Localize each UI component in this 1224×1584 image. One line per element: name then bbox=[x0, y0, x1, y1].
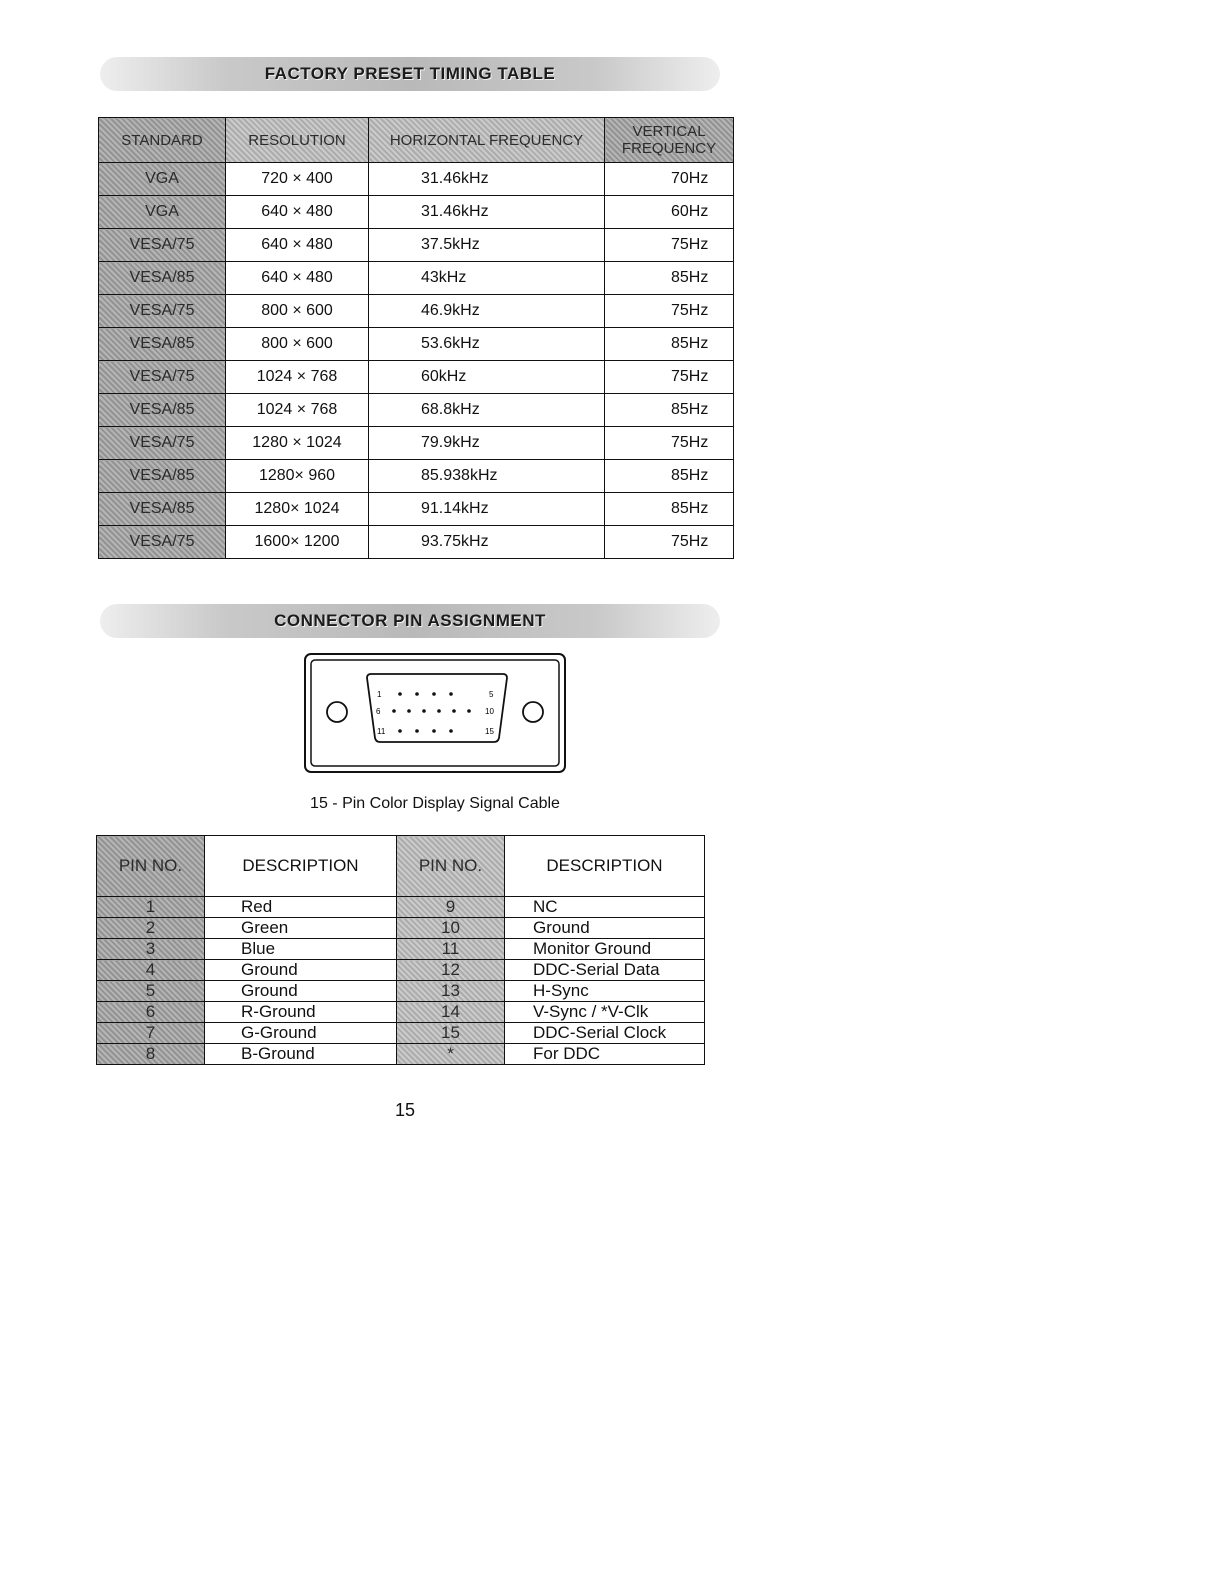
section-title-pins: CONNECTOR PIN ASSIGNMENT bbox=[274, 611, 546, 630]
cell-pin-no: 11 bbox=[397, 939, 505, 960]
header-standard: STANDARD bbox=[99, 118, 226, 163]
connector-pin-dot bbox=[452, 709, 456, 713]
cell-description: Red bbox=[205, 897, 397, 918]
pin-label-1: 1 bbox=[377, 690, 382, 699]
cell-horizontal-frequency: 53.6kHz bbox=[369, 328, 605, 361]
cell-standard: VESA/85 bbox=[99, 262, 226, 295]
connector-pin-dot bbox=[422, 709, 426, 713]
cell-description: DDC-Serial Data bbox=[505, 960, 705, 981]
table-row bbox=[97, 981, 705, 1002]
cell-resolution: 1024 × 768 bbox=[226, 394, 369, 427]
vga-connector-diagram bbox=[303, 652, 567, 774]
cell-pin-no: 10 bbox=[397, 918, 505, 939]
cell-standard: VESA/75 bbox=[99, 229, 226, 262]
connector-pin-dot bbox=[449, 692, 453, 696]
connector-pin-dot bbox=[415, 692, 419, 696]
cell-horizontal-frequency: 60kHz bbox=[369, 361, 605, 394]
cell-resolution: 1600× 1200 bbox=[226, 526, 369, 559]
cell-pin-no: 3 bbox=[97, 939, 205, 960]
pin-label-15: 15 bbox=[485, 727, 494, 736]
cell-resolution: 1280× 1024 bbox=[226, 493, 369, 526]
connector-pin-dot bbox=[398, 692, 402, 696]
table-row bbox=[99, 361, 734, 394]
cell-pin-no: * bbox=[397, 1044, 505, 1065]
cell-resolution: 1024 × 768 bbox=[226, 361, 369, 394]
cell-horizontal-frequency: 31.46kHz bbox=[369, 196, 605, 229]
cell-standard: VESA/85 bbox=[99, 493, 226, 526]
cell-description: G-Ground bbox=[205, 1023, 397, 1044]
connector-caption: 15 - Pin Color Display Signal Cable bbox=[310, 795, 560, 812]
table-row bbox=[97, 960, 705, 981]
cell-horizontal-frequency: 46.9kHz bbox=[369, 295, 605, 328]
cell-vertical-frequency: 85Hz bbox=[605, 328, 734, 361]
page-number: 15 bbox=[394, 1100, 416, 1120]
cell-vertical-frequency: 70Hz bbox=[605, 163, 734, 196]
cell-vertical-frequency: 85Hz bbox=[605, 262, 734, 295]
cell-resolution: 640 × 480 bbox=[226, 196, 369, 229]
pin-header-row bbox=[97, 836, 705, 897]
cell-resolution: 1280 × 1024 bbox=[226, 427, 369, 460]
cell-description: R-Ground bbox=[205, 1002, 397, 1023]
cell-standard: VESA/75 bbox=[99, 427, 226, 460]
cell-horizontal-frequency: 43kHz bbox=[369, 262, 605, 295]
cell-pin-no: 8 bbox=[97, 1044, 205, 1065]
cell-description: Ground bbox=[505, 918, 705, 939]
cell-description: For DDC bbox=[505, 1044, 705, 1065]
header-description-left: DESCRIPTION bbox=[205, 836, 397, 897]
cell-description: NC bbox=[505, 897, 705, 918]
pin-label-6: 6 bbox=[376, 707, 381, 716]
cell-standard: VESA/75 bbox=[99, 295, 226, 328]
cell-pin-no: 4 bbox=[97, 960, 205, 981]
connector-pin-dot bbox=[407, 709, 411, 713]
connector-pin-dot bbox=[467, 709, 471, 713]
table-row bbox=[99, 526, 734, 559]
cell-pin-no: 12 bbox=[397, 960, 505, 981]
table-row bbox=[97, 939, 705, 960]
cell-vertical-frequency: 85Hz bbox=[605, 460, 734, 493]
cell-pin-no: 2 bbox=[97, 918, 205, 939]
table-row bbox=[97, 1002, 705, 1023]
section-title-timing: FACTORY PRESET TIMING TABLE bbox=[264, 64, 556, 83]
cell-standard: VGA bbox=[99, 196, 226, 229]
cell-standard: VESA/85 bbox=[99, 460, 226, 493]
cell-description: Ground bbox=[205, 960, 397, 981]
cell-vertical-frequency: 60Hz bbox=[605, 196, 734, 229]
section-banner-timing bbox=[100, 57, 720, 91]
cell-description: Green bbox=[205, 918, 397, 939]
cell-resolution: 640 × 480 bbox=[226, 262, 369, 295]
table-row bbox=[97, 918, 705, 939]
timing-header-row bbox=[99, 118, 734, 163]
cell-standard: VGA bbox=[99, 163, 226, 196]
connector-pin-dot bbox=[432, 729, 436, 733]
cell-horizontal-frequency: 91.14kHz bbox=[369, 493, 605, 526]
cell-vertical-frequency: 85Hz bbox=[605, 394, 734, 427]
connector-pin-dot bbox=[392, 709, 396, 713]
cell-pin-no: 13 bbox=[397, 981, 505, 1002]
cell-description: B-Ground bbox=[205, 1044, 397, 1065]
cell-vertical-frequency: 75Hz bbox=[605, 526, 734, 559]
cell-resolution: 720 × 400 bbox=[226, 163, 369, 196]
header-pin-no-left: PIN NO. bbox=[97, 836, 205, 897]
pin-assignment-table bbox=[96, 835, 705, 1065]
connector-pin-dot bbox=[415, 729, 419, 733]
cell-vertical-frequency: 85Hz bbox=[605, 493, 734, 526]
table-row bbox=[99, 493, 734, 526]
cell-pin-no: 9 bbox=[397, 897, 505, 918]
section-banner-pins bbox=[100, 604, 720, 638]
cell-horizontal-frequency: 85.938kHz bbox=[369, 460, 605, 493]
table-row bbox=[99, 394, 734, 427]
connector-pin-dot bbox=[398, 729, 402, 733]
table-row bbox=[97, 1023, 705, 1044]
cell-vertical-frequency: 75Hz bbox=[605, 361, 734, 394]
cell-vertical-frequency: 75Hz bbox=[605, 427, 734, 460]
cell-resolution: 640 × 480 bbox=[226, 229, 369, 262]
cell-horizontal-frequency: 68.8kHz bbox=[369, 394, 605, 427]
cell-horizontal-frequency: 31.46kHz bbox=[369, 163, 605, 196]
cell-standard: VESA/85 bbox=[99, 394, 226, 427]
cell-description: H-Sync bbox=[505, 981, 705, 1002]
cell-resolution: 800 × 600 bbox=[226, 295, 369, 328]
table-row bbox=[99, 229, 734, 262]
cell-vertical-frequency: 75Hz bbox=[605, 229, 734, 262]
cell-resolution: 1280× 960 bbox=[226, 460, 369, 493]
table-row bbox=[99, 196, 734, 229]
header-resolution: RESOLUTION bbox=[226, 118, 369, 163]
cell-vertical-frequency: 75Hz bbox=[605, 295, 734, 328]
cell-horizontal-frequency: 37.5kHz bbox=[369, 229, 605, 262]
cell-description: DDC-Serial Clock bbox=[505, 1023, 705, 1044]
cell-description: V-Sync / *V-Clk bbox=[505, 1002, 705, 1023]
pin-label-10: 10 bbox=[485, 707, 494, 716]
pin-label-5: 5 bbox=[489, 690, 494, 699]
pin-label-11: 11 bbox=[377, 727, 386, 736]
cell-pin-no: 5 bbox=[97, 981, 205, 1002]
connector-pin-dot bbox=[432, 692, 436, 696]
table-row bbox=[99, 328, 734, 361]
cell-description: Ground bbox=[205, 981, 397, 1002]
header-pin-no-right: PIN NO. bbox=[397, 836, 505, 897]
header-description-right: DESCRIPTION bbox=[505, 836, 705, 897]
table-row bbox=[97, 1044, 705, 1065]
table-row bbox=[99, 460, 734, 493]
cell-description: Blue bbox=[205, 939, 397, 960]
cell-horizontal-frequency: 93.75kHz bbox=[369, 526, 605, 559]
cell-pin-no: 15 bbox=[397, 1023, 505, 1044]
timing-table bbox=[98, 117, 734, 559]
table-row bbox=[99, 427, 734, 460]
cell-pin-no: 1 bbox=[97, 897, 205, 918]
cell-description: Monitor Ground bbox=[505, 939, 705, 960]
header-horizontal-frequency: HORIZONTAL FREQUENCY bbox=[369, 118, 605, 163]
cell-resolution: 800 × 600 bbox=[226, 328, 369, 361]
connector-pin-dot bbox=[449, 729, 453, 733]
cell-pin-no: 6 bbox=[97, 1002, 205, 1023]
header-vertical-frequency: VERTICAL FREQUENCY bbox=[605, 118, 734, 163]
cell-standard: VESA/75 bbox=[99, 361, 226, 394]
cell-standard: VESA/75 bbox=[99, 526, 226, 559]
table-row bbox=[99, 295, 734, 328]
table-row bbox=[99, 262, 734, 295]
cell-standard: VESA/85 bbox=[99, 328, 226, 361]
cell-pin-no: 7 bbox=[97, 1023, 205, 1044]
connector-pin-dot bbox=[437, 709, 441, 713]
table-row bbox=[99, 163, 734, 196]
table-row bbox=[97, 897, 705, 918]
cell-pin-no: 14 bbox=[397, 1002, 505, 1023]
cell-horizontal-frequency: 79.9kHz bbox=[369, 427, 605, 460]
